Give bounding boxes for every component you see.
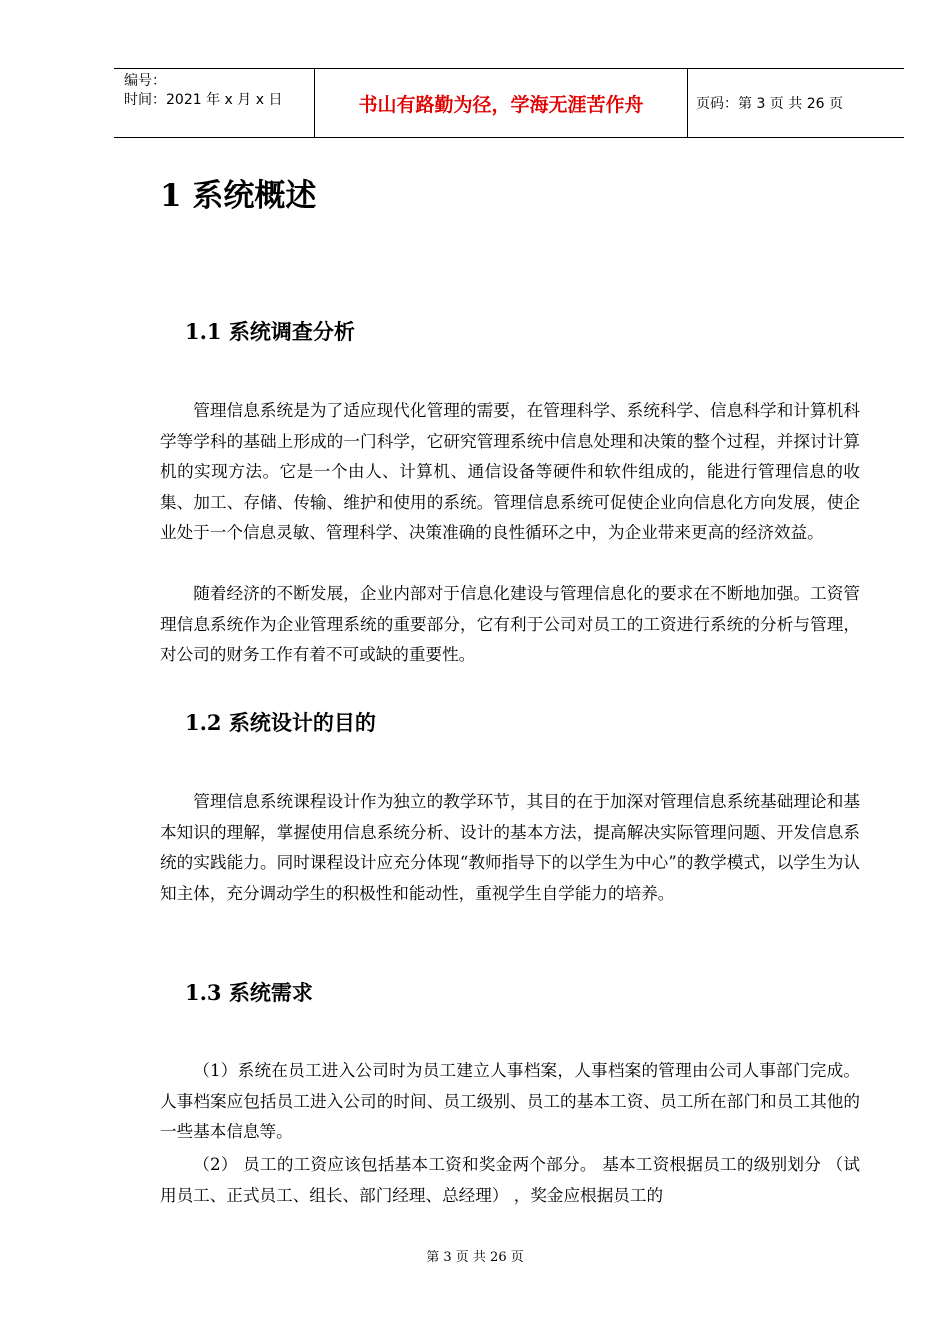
- page-header: [114, 68, 904, 138]
- document-date-label: 时间：2021 年 x 月 x 日: [124, 92, 283, 108]
- paragraph: 随着经济的不断发展，企业内部对于信息化建设与管理信息化的要求在不断地加强。工资管理信息系统作为企业管理系统的重要部分，它有利于公司对员工的工资进行系统的分析与管理，对公司的财务工作有着不可或缺的重要性。: [160, 584, 860, 664]
- header-meta: [114, 69, 315, 137]
- paragraph: 管理信息系统是为了适应现代化管理的需要，在管理科学、系统科学、信息科学和计算机科学等学科的基础上形成的一门科学，它研究管理系统中信息处理和决策的整个过程，并探讨计算机的实现方法。它是一个由人、计算机、通信设备等硬件和软件组成的，能进行管理信息的收集、加工、存储、传输、维护和使用的系统。管理信息系统可促使企业向信息化方向发展，使企业处于一个信息灵敏、管理科学、决策准确的良性循环之中，为企业带来更高的经济效益。: [160, 401, 860, 542]
- header-motto: 书山有路勤为径，学海无涯苦作舟: [315, 69, 688, 137]
- section-heading: 1.1 系统调查分析: [185, 319, 355, 344]
- document-number-label: 编号：: [124, 73, 166, 89]
- paragraph: （1）系统在员工进入公司时为员工建立人事档案，人事档案的管理由公司人事部门完成。人事档案应包括员工进入公司的时间、员工级别、员工的基本工资、员工所在部门和员工其他的一些基本信息等。: [160, 1061, 860, 1141]
- chapter-title: 1 系统概述: [160, 178, 317, 214]
- section-heading: 1.3 系统需求: [185, 980, 313, 1005]
- page-footer: 第 3 页 共 26 页: [426, 1250, 524, 1265]
- section-heading: 1.2 系统设计的目的: [185, 710, 376, 735]
- header-page-number: 页码：第 3 页 共 26 页: [696, 96, 843, 112]
- paragraph: 管理信息系统课程设计作为独立的教学环节，其目的在于加深对管理信息系统基础理论和基本知识的理解，掌握使用信息系统分析、设计的基本方法，提高解决实际管理问题、开发信息系统的实践能力。同时课程设计应充分体现“教师指导下的以学生为中心”的教学模式，以学生为认知主体，充分调动学生的积极性和能动性，重视学生自学能力的培养。: [160, 792, 860, 903]
- paragraph: （2） 员工的工资应该包括基本工资和奖金两个部分。 基本工资根据员工的级别划分 （试用员工、正式员工、组长、部门经理、总经理） ，奖金应根据员工的: [160, 1155, 860, 1205]
